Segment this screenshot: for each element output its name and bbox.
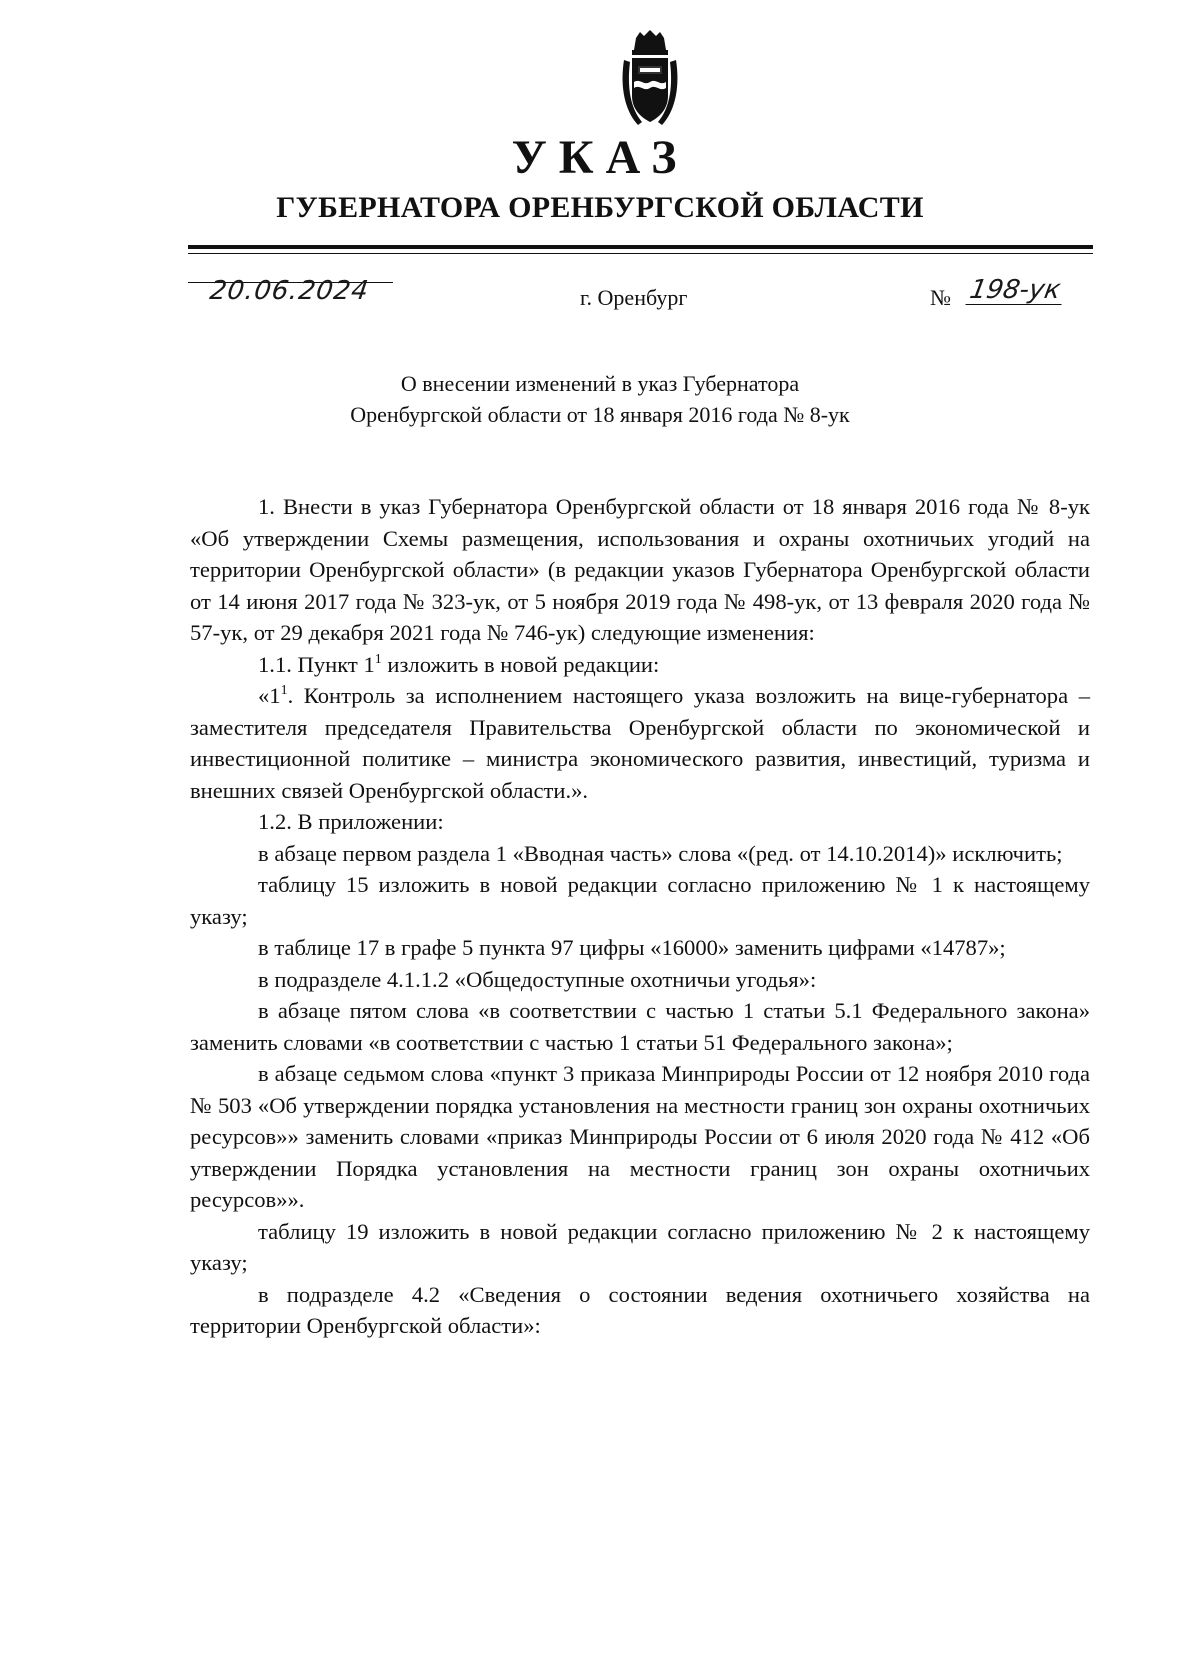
subject-line-1: О внесении изменений в указ Губернатора: [400, 371, 800, 396]
document-body: [190, 491, 1090, 1342]
paragraph-1-1-pre: 1.1. Пункт 1: [258, 651, 375, 677]
paragraph-1-1-post: изложить в новой редакции:: [381, 651, 660, 677]
orenburg-coat-of-arms-icon: [618, 30, 682, 130]
paragraph-7: в таблице 17 в графе 5 пункта 97 цифры «16000» заменить цифрами «14787»;: [258, 935, 1006, 960]
document-type-title: УКАЗ: [511, 131, 689, 184]
paragraph-1-1-sup: 1: [374, 651, 382, 667]
paragraph-10: в абзаце седьмом слова «пункт 3 приказа Минприроды России от 12 ноября 2010 года № 503 «Об утверждении порядка установления на местности границ зон охраны охотничьих ресурсов»» заменить словами «приказ Минприроды России от 6 июля 2020 года № 412 «Об утверждении Порядка установления на местности границ зон охраны охотничьих ресурсов»».: [190, 1061, 1090, 1212]
number-sign: №: [930, 285, 951, 310]
paragraph-12: в подразделе 4.2 «Сведения о состоянии ведения охотничьего хозяйства на территории Оренбургской области»:: [190, 1281, 1090, 1338]
subject-line-2: Оренбургской области от 18 января 2016 года № 8-ук: [350, 402, 850, 427]
paragraph-8: в подразделе 4.1.1.2 «Общедоступные охотничьи угодья»:: [258, 966, 817, 992]
paragraph-1: 1. Внести в указ Губернатора Оренбургской области от 18 января 2016 года № 8-ук «Об утверждении Схемы размещения, использования и охраны охотничьих угодий на территории Оренбургской области» (в редакции указов Губернатора Оренбургской области от 14 июня 2017 года № 323-ук, от 5 ноября 2019 года № 498-ук, от 13 февраля 2020 года № 57-ук, от 29 декабря 2021 года № 746-ук) следующие изменения:: [190, 494, 1090, 645]
paragraph-quote-pre: «1: [258, 683, 281, 708]
header-rule-thin: [188, 253, 1093, 254]
paragraph-1-2: 1.2. В приложении:: [258, 809, 444, 834]
document-subject: [0, 368, 1200, 430]
city-label: г. Оренбург: [580, 285, 688, 310]
handwritten-date: 20.06.2024: [207, 276, 371, 306]
paragraph-quote-sup: 1: [280, 683, 288, 698]
paragraph-quote: [190, 680, 1090, 806]
paragraph-1-1: [190, 649, 1090, 681]
paragraph-5: в абзаце первом раздела 1 «Вводная часть» слова «(ред. от 14.10.2014)» исключить;: [258, 840, 1063, 866]
handwritten-number: 198-ук: [965, 276, 1066, 305]
issuer-title: ГУБЕРНАТОРА ОРЕНБУРГСКОЙ ОБЛАСТИ: [276, 191, 924, 224]
paragraph-9: в абзаце пятом слова «в соответствии с частью 1 статьи 5.1 Федерального закона» заменить словами «в соответствии с частью 1 статьи 51 Федерального закона»;: [190, 998, 1090, 1055]
paragraph-6: таблицу 15 изложить в новой редакции согласно приложению № 1 к настоящему указу;: [190, 872, 1090, 929]
header-rule-thick: [188, 245, 1093, 249]
paragraph-quote-post: . Контроль за исполнением настоящего указа возложить на вице-губернатора – заместителя председателя Правительства Оренбургской области по экономической и инвестиционной политике – министра экономического развития, инвестиций, туризма и внешних связей Оренбургской области.».: [190, 683, 1090, 803]
paragraph-11: таблицу 19 изложить в новой редакции согласно приложению № 2 к настоящему указу;: [190, 1218, 1090, 1275]
